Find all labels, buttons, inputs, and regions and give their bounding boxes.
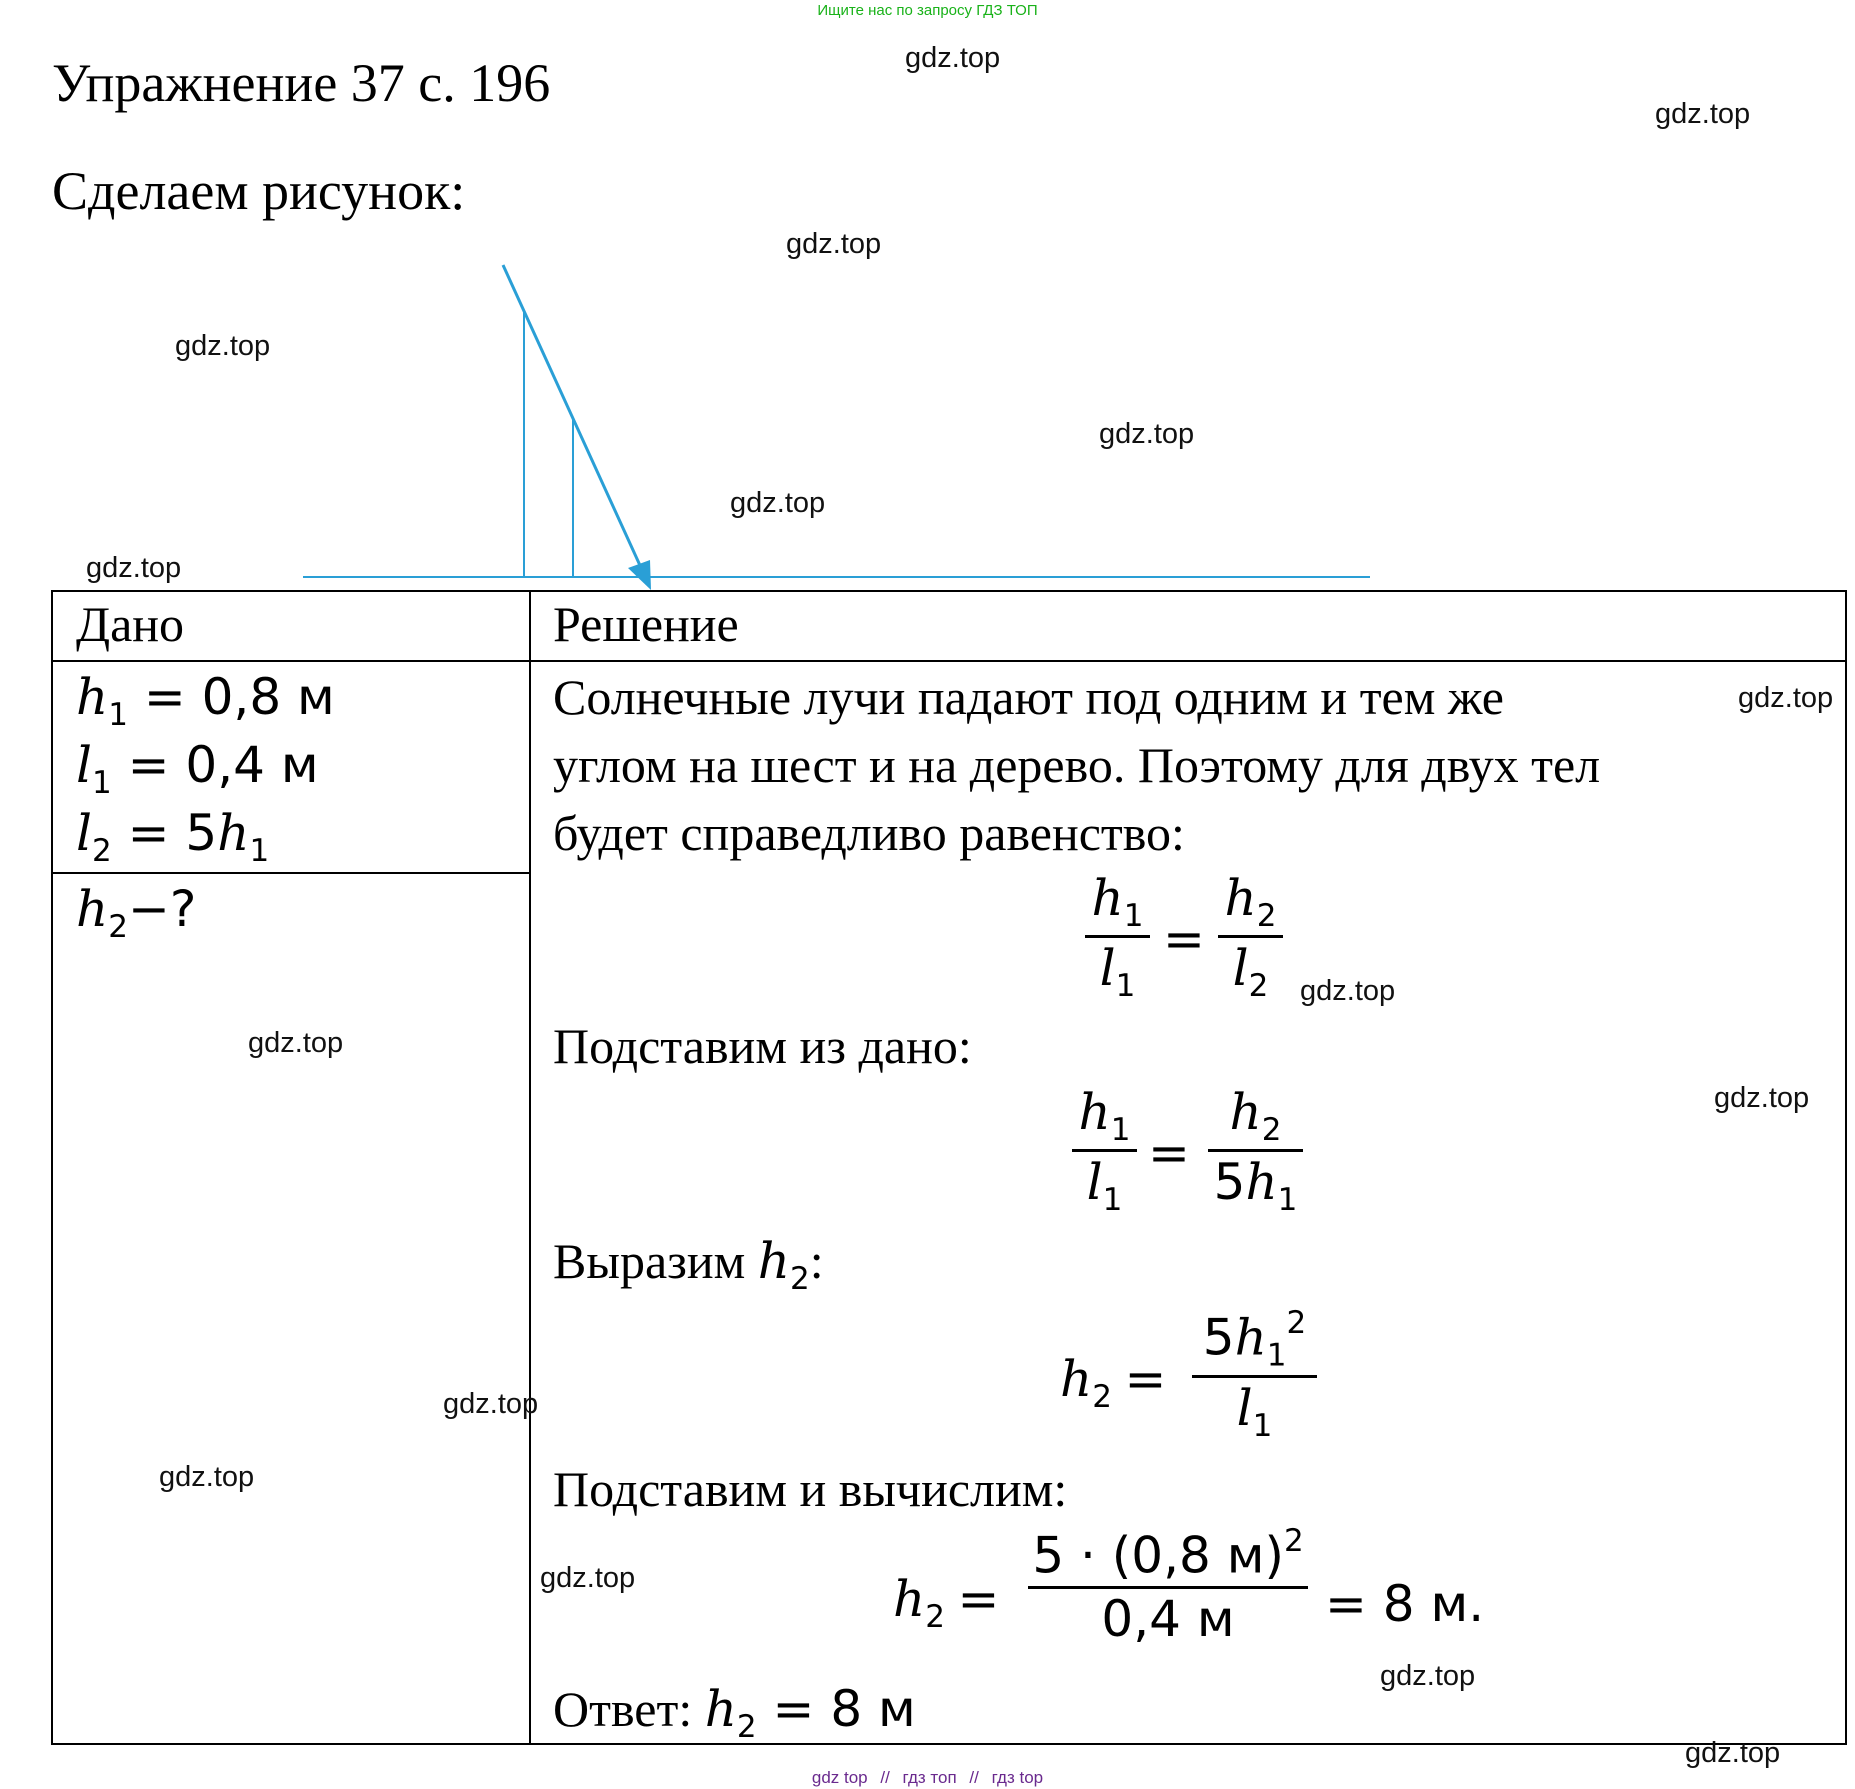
watermark: gdz.top	[540, 1562, 636, 1594]
given-h1: $h_1 = 0,8$ м	[76, 668, 335, 733]
fraction-5h1sq-l1: $5h_1^2$ $l_1$	[1192, 1305, 1317, 1445]
watermark: gdz.top	[905, 42, 1001, 74]
given-l1: $l_1 = 0,4$ м	[76, 736, 319, 801]
table-left-border	[51, 590, 53, 1745]
formula-h2-lhs: $h_2$ =	[1060, 1350, 1167, 1415]
footer-link[interactable]: гдз top	[991, 1768, 1044, 1787]
watermark: gdz.top	[248, 1027, 344, 1059]
watermark: gdz.top	[159, 1461, 255, 1493]
fraction-h1-l1-second: $h_1$ $l_1$	[1072, 1082, 1137, 1219]
fraction-h2-l2: $h_2$ $l_2$	[1218, 868, 1283, 1005]
watermark: gdz.top	[1380, 1660, 1476, 1692]
table-right-border	[1845, 590, 1847, 1745]
express-h2-text: Выразим $h_2$:	[553, 1232, 824, 1297]
table-column-divider	[529, 590, 531, 1745]
footer-link[interactable]: гдз топ	[902, 1768, 957, 1787]
calc-fraction: 5 · (0,8 м)$^2$ 0,4 м	[1028, 1523, 1308, 1649]
equals-sign: =	[1163, 910, 1205, 968]
equals-sign: =	[1148, 1124, 1190, 1182]
watermark: gdz.top	[1738, 682, 1834, 714]
given-l2: $l_2 = 5h_1$	[76, 804, 270, 869]
table-header-divider	[51, 660, 1847, 662]
watermark: gdz.top	[86, 552, 182, 584]
find-h2: $h_2-$?	[76, 880, 197, 945]
solution-line-2: углом на шест и на дерево. Поэтому для двух тел	[553, 737, 1601, 793]
calc-result: = 8 м.	[1325, 1575, 1485, 1633]
solution-line-1: Солнечные лучи падают под одним и тем же	[553, 669, 1504, 725]
sun-rays-diagram	[0, 0, 1855, 600]
ray-arrowhead	[628, 560, 651, 590]
watermark: gdz.top	[1655, 98, 1751, 130]
exercise-title: Упражнение 37 с. 196	[52, 53, 551, 113]
table-bottom-border	[51, 1743, 1847, 1745]
search-banner: Ищите нас по запросу ГДЗ ТОП	[817, 2, 1038, 19]
answer-line: Ответ: $h_2 = 8$ м	[553, 1680, 916, 1745]
calc-lhs: $h_2$ =	[893, 1570, 1000, 1635]
fraction-h2-5h1: $h_2$ $5h_1$	[1208, 1082, 1303, 1219]
substitute-given-text: Подставим из дано:	[553, 1018, 972, 1074]
watermark: gdz.top	[1099, 418, 1195, 450]
watermark: gdz.top	[730, 487, 826, 519]
substitute-compute-text: Подставим и вычислим:	[553, 1461, 1068, 1517]
footer-separator: //	[969, 1768, 979, 1787]
solution-header: Решение	[553, 596, 739, 652]
watermark: gdz.top	[1714, 1082, 1810, 1114]
fraction-h1-l1: $h_1$ $l_1$	[1085, 868, 1150, 1005]
table-top-border	[51, 590, 1847, 592]
watermark: gdz.top	[443, 1388, 539, 1420]
watermark: gdz.top	[1300, 975, 1396, 1007]
given-header: Дано	[76, 596, 185, 652]
footer-links	[0, 1768, 1855, 1788]
watermark: gdz.top	[175, 330, 271, 362]
given-find-divider	[51, 872, 531, 874]
solution-line-3: будет справедливо равенство:	[553, 805, 1185, 861]
watermark: gdz.top	[786, 228, 882, 260]
footer-separator: //	[880, 1768, 890, 1787]
watermark: gdz.top	[1685, 1737, 1781, 1769]
drawing-caption: Сделаем рисунок:	[52, 161, 466, 221]
footer-link[interactable]: gdz top	[811, 1768, 868, 1787]
